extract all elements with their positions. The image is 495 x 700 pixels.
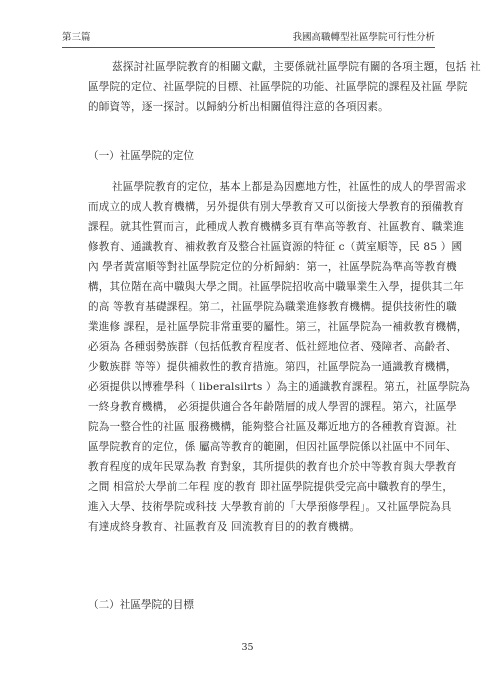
section1-paragraph [88,177,471,537]
body-line: 必須提供以博雅學科（ liberalsilrts ）為主的通識教育課程。第五，社區學院為 [88,381,471,393]
body-line: 教育程度的成年民眾為教 育對象，其所提供的教育也介於中等教育與大學教育 [88,461,457,473]
body-line: 必須為 各種弱勢族群（包括低教育程度者、低社經地位者、殘障者、高齡者、 [88,341,457,353]
body-line: 的高 等教育基礎課程。第二，社區學院為職業進修教育機構。提供技術性的職 [88,301,457,313]
body-line: 院為一整合性的社區 服務機構，能夠整合社區及鄰近地方的各種教育資源。社 [88,421,457,433]
body-line: 區學院教育的定位，係 屬高等教育的範圍，但因社區學院係以社區中不同年、 [88,441,457,453]
running-header-title: 我國高職轉型社區學院可行性分析 [292,32,435,43]
intro-line: 茲探討社區學院教育的相關文獻，主要係就社區學院有關的各項主題，包括 社 [112,61,481,73]
intro-line: 的師資等，逐一探討。以歸納分析出相關值得注意的各項因素。 [88,101,389,113]
body-line: 之間 相當於大學前二年程 度的教育 即社區學院提供受完高中職教育的學生， [88,481,454,493]
body-line: 課程。就其性質而言，此種成人教育機構多頁有準高等教育、社區教育、職業進 [88,221,465,233]
body-line: 社區學院教育的定位，基本上都是為因應地方性，社區性的成人的學習需求 [112,181,467,193]
body-line: 有達成終身教育、社區教育及 回流教育目的的教育機構。 [88,521,361,533]
body-line: 修教育、通識教育、補救教育及整合社區資源的特征 c（黃室順等，民 85 ）國 [88,241,463,253]
body-line: 而成立的成人教育機構，另外提供有別大學教育又可以銜接大學教育的預備教育 [88,201,465,213]
intro-line: 區學院的定位、社區學院的目標、社區學院的功能、社區學院的課程及社區 學院 [88,81,468,93]
section-heading-goals: （二）社區學院的目標 [88,599,194,611]
body-line: 進入大學、技術學院或科技 大學教育前的「大學預修學程」。又社區學院為具 [88,501,452,513]
body-line: 一終身教育機構， 必須提供適合各年齡階層的成人學習的課程。第六，社區學 [88,401,457,413]
header-rule [62,47,435,48]
body-line: 構，其位階在高中職與大學之間。社區學院招收高中職畢業生入學，提供其二年 [88,281,465,293]
page-number: 35 [241,642,254,653]
body-line: 少數族群 等等）提供補救性的教育措施。第四，社區學院為一通識教育機構， [88,361,457,373]
intro-paragraph [88,57,481,117]
section-heading-positioning: （一）社區學院的定位 [88,150,194,162]
body-line: 內 學者黃富順等對社區學院定位的分析歸納：第一，社區學院為準高等教育機 [88,261,457,273]
body-line: 業進修 課程，是社區學院非常重要的屬性。第三，社區學院為一補救教育機構， [88,321,468,333]
running-header-chapter: 第三篇 [62,32,91,43]
